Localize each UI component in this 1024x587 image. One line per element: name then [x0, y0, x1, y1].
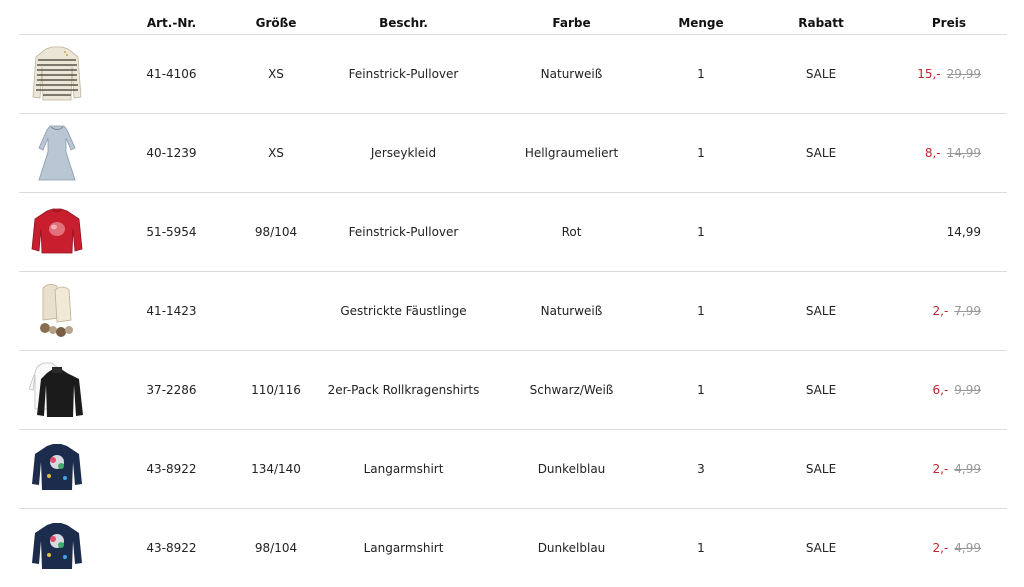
- description: Langarmshirt: [322, 509, 485, 587]
- size: XS: [230, 35, 322, 114]
- old-price: 9,99: [954, 383, 981, 397]
- art-nr: 43-8922: [113, 509, 230, 587]
- header-image: [19, 12, 113, 35]
- description: 2er-Pack Rollkragenshirts: [322, 351, 485, 430]
- navy-longsleeve-icon[interactable]: [29, 517, 85, 579]
- art-nr: 41-4106: [113, 35, 230, 114]
- price-cell: [898, 430, 1007, 509]
- size: 110/116: [230, 351, 322, 430]
- price-cell: [898, 114, 1007, 193]
- price-cell: [898, 193, 1007, 272]
- description: Feinstrick-Pullover: [322, 35, 485, 114]
- sale-price: 6,-: [933, 383, 949, 397]
- quantity: 1: [658, 35, 744, 114]
- art-nr: 40-1239: [113, 114, 230, 193]
- product-image-cell: [19, 351, 113, 430]
- quantity: 1: [658, 272, 744, 351]
- color: Naturweiß: [485, 35, 658, 114]
- table-row: [19, 351, 1007, 430]
- discount: SALE: [744, 351, 898, 430]
- description: Gestrickte Fäustlinge: [322, 272, 485, 351]
- table-row: [19, 509, 1007, 587]
- quantity: 3: [658, 430, 744, 509]
- quantity: 1: [658, 509, 744, 587]
- sale-price: 2,-: [933, 462, 949, 476]
- header-size: Größe: [230, 12, 322, 35]
- grey-dress-icon[interactable]: [29, 122, 85, 184]
- price-cell: [898, 272, 1007, 351]
- product-image-cell: [19, 509, 113, 587]
- art-nr: 51-5954: [113, 193, 230, 272]
- color: Naturweiß: [485, 272, 658, 351]
- color: Schwarz/Weiß: [485, 351, 658, 430]
- header-description: Beschr.: [322, 12, 485, 35]
- striped-sweater-icon[interactable]: [29, 43, 85, 105]
- old-price: 4,99: [954, 541, 981, 555]
- price-cell: [898, 509, 1007, 587]
- table-header-row: [19, 12, 1007, 35]
- quantity: 1: [658, 193, 744, 272]
- old-price: 4,99: [954, 462, 981, 476]
- size: 134/140: [230, 430, 322, 509]
- size: 98/104: [230, 509, 322, 587]
- description: Langarmshirt: [322, 430, 485, 509]
- table-row: [19, 114, 1007, 193]
- sale-price: 15,-: [917, 67, 940, 81]
- table-row: [19, 35, 1007, 114]
- old-price: 14,99: [947, 146, 981, 160]
- description: Jerseykleid: [322, 114, 485, 193]
- discount: SALE: [744, 35, 898, 114]
- price-cell: [898, 35, 1007, 114]
- table-row: [19, 272, 1007, 351]
- color: Dunkelblau: [485, 509, 658, 587]
- size: 98/104: [230, 193, 322, 272]
- product-image-cell: [19, 35, 113, 114]
- mittens-icon[interactable]: [29, 280, 85, 342]
- sale-price: 2,-: [933, 304, 949, 318]
- header-price: Preis: [898, 12, 1007, 35]
- art-nr: 43-8922: [113, 430, 230, 509]
- red-sweater-icon[interactable]: [29, 201, 85, 263]
- navy-longsleeve-icon[interactable]: [29, 438, 85, 500]
- order-items-table: [19, 12, 1007, 587]
- size: XS: [230, 114, 322, 193]
- table-row: [19, 430, 1007, 509]
- sale-price: 8,-: [925, 146, 941, 160]
- discount: SALE: [744, 509, 898, 587]
- discount: SALE: [744, 114, 898, 193]
- description: Feinstrick-Pullover: [322, 193, 485, 272]
- product-image-cell: [19, 193, 113, 272]
- product-image-cell: [19, 114, 113, 193]
- header-discount: Rabatt: [744, 12, 898, 35]
- product-image-cell: [19, 430, 113, 509]
- art-nr: 37-2286: [113, 351, 230, 430]
- color: Hellgraumeliert: [485, 114, 658, 193]
- discount: SALE: [744, 430, 898, 509]
- size: [230, 272, 322, 351]
- product-image-cell: [19, 272, 113, 351]
- table-row: [19, 193, 1007, 272]
- discount: [744, 193, 898, 272]
- turtleneck-pack-icon[interactable]: [29, 359, 85, 421]
- price-cell: [898, 351, 1007, 430]
- sale-price: 2,-: [933, 541, 949, 555]
- discount: SALE: [744, 272, 898, 351]
- old-price: 7,99: [954, 304, 981, 318]
- color: Dunkelblau: [485, 430, 658, 509]
- art-nr: 41-1423: [113, 272, 230, 351]
- color: Rot: [485, 193, 658, 272]
- header-art-nr: Art.-Nr.: [113, 12, 230, 35]
- regular-price: 14,99: [947, 225, 981, 239]
- quantity: 1: [658, 114, 744, 193]
- header-color: Farbe: [485, 12, 658, 35]
- quantity: 1: [658, 351, 744, 430]
- old-price: 29,99: [947, 67, 981, 81]
- header-quantity: Menge: [658, 12, 744, 35]
